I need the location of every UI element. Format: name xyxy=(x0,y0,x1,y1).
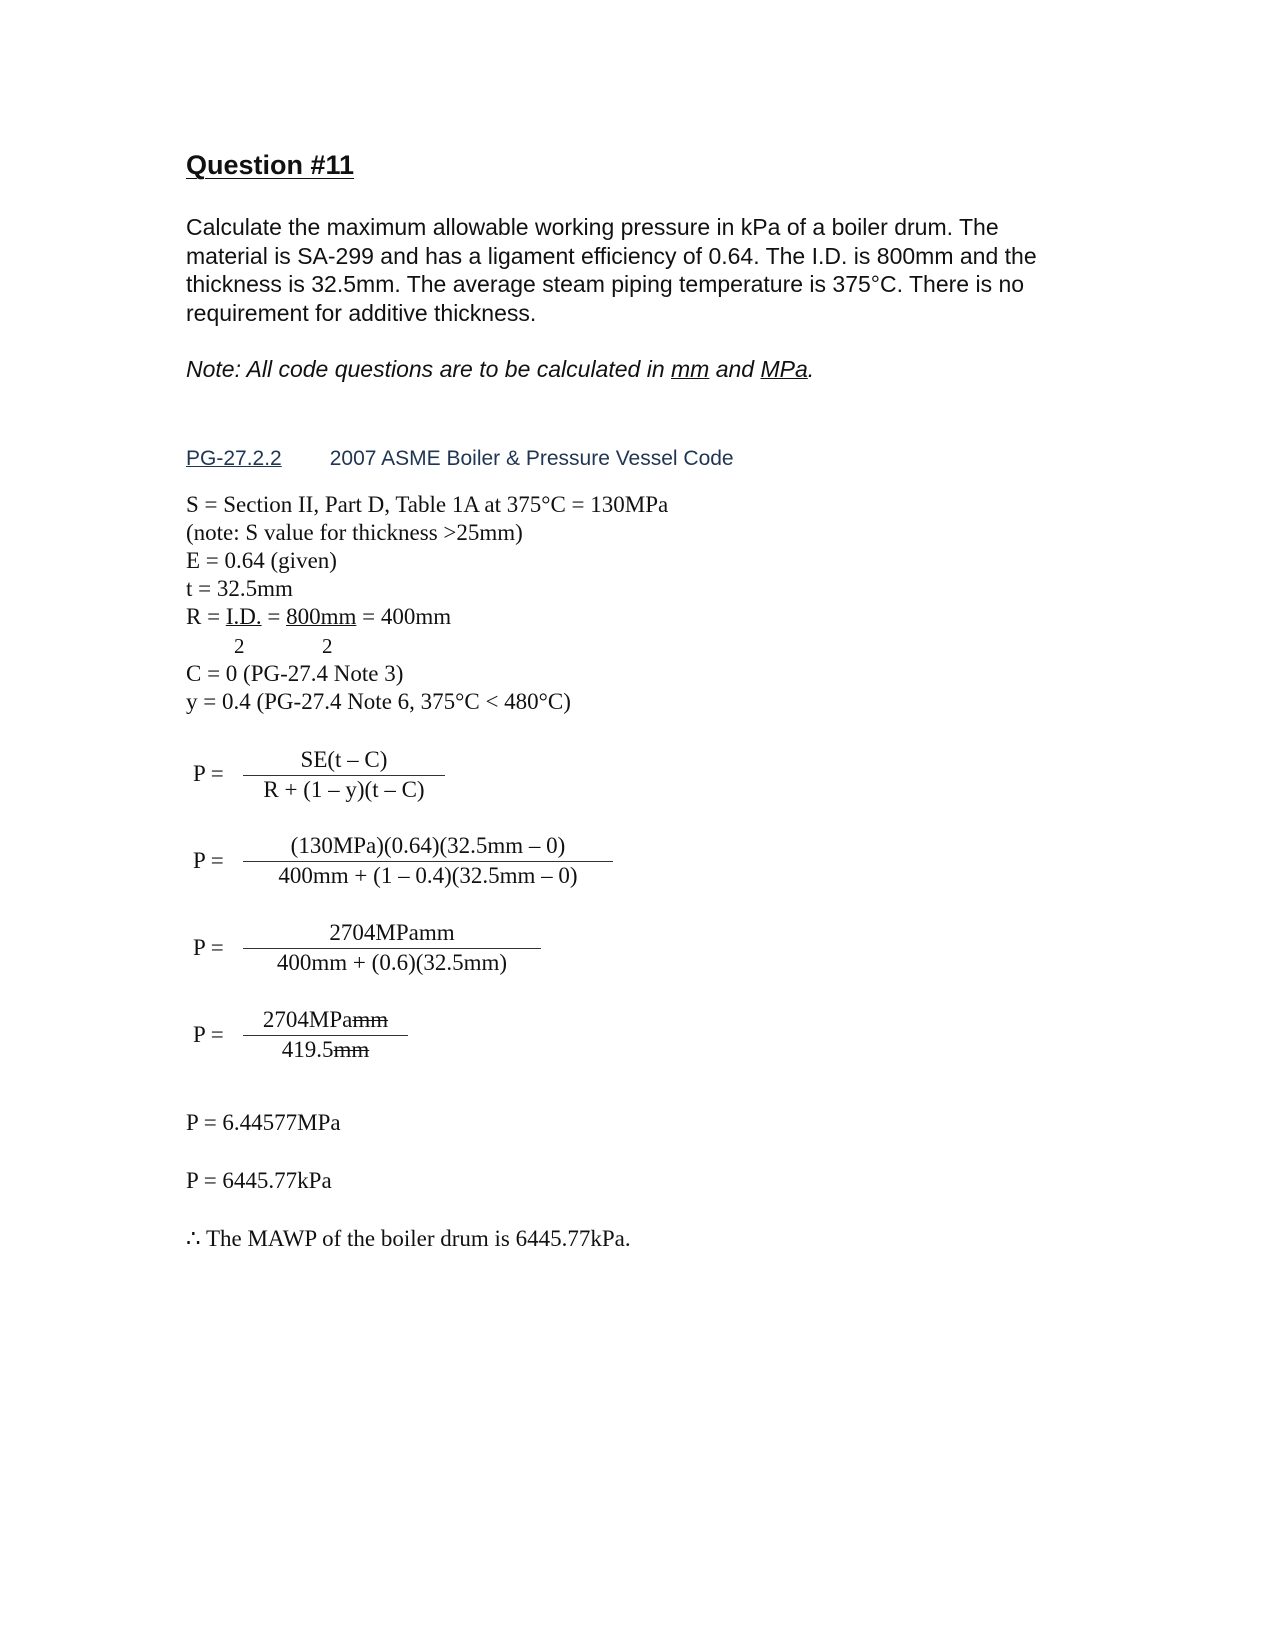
var-s: S = Section II, Part D, Table 1A at 375°C = 130MPa xyxy=(186,492,669,517)
step4-denominator-cancelled-unit: mm xyxy=(333,1037,370,1062)
var-e: E = 0.64 (given) xyxy=(186,548,337,573)
step3-fraction-bar xyxy=(243,948,541,949)
conclusion: ∴ The MAWP of the boiler drum is 6445.77kPa. xyxy=(186,1226,631,1251)
step2-fraction xyxy=(243,833,613,895)
step4-fraction xyxy=(243,1007,408,1069)
var-y: y = 0.4 (PG-27.4 Note 6, 375°C < 480°C) xyxy=(186,689,571,714)
step3-p-label: P = xyxy=(193,935,224,960)
step4-denominator-value: 419.5 xyxy=(281,1037,334,1062)
var-r-800: 800mm xyxy=(286,604,357,629)
step3-fraction xyxy=(243,920,541,982)
note-mid: and xyxy=(709,356,761,382)
var-s-note: (note: S value for thickness >25mm) xyxy=(186,520,523,545)
step3-numerator: 2704MPamm xyxy=(329,920,455,945)
result-mpa: P = 6.44577MPa xyxy=(186,1110,341,1135)
note-line xyxy=(186,356,814,383)
var-r-eq1: = xyxy=(261,604,287,629)
step2-p-label: P = xyxy=(193,848,224,873)
var-c: C = 0 (PG-27.4 Note 3) xyxy=(186,661,404,686)
step4-denominator xyxy=(243,1037,408,1063)
step1-p-label: P = xyxy=(193,761,224,786)
step4-numerator-value: 2704MPa xyxy=(262,1007,353,1032)
step1-denominator: R + (1 – y)(t – C) xyxy=(263,777,425,802)
step2-numerator: (130MPa)(0.64)(32.5mm – 0) xyxy=(290,833,566,858)
var-r-prefix: R = xyxy=(186,604,226,629)
code-reference xyxy=(186,447,734,471)
note-prefix: Note: All code questions are to be calculated in xyxy=(186,356,671,382)
step4-fraction-bar xyxy=(243,1035,408,1036)
step1-fraction-bar xyxy=(243,775,445,776)
result-kpa: P = 6445.77kPa xyxy=(186,1168,332,1193)
var-r-id: I.D. xyxy=(225,604,262,629)
step2-denominator: 400mm + (1 – 0.4)(32.5mm – 0) xyxy=(278,863,578,888)
var-r-eq2: = 400mm xyxy=(356,604,452,629)
step4-numerator-cancelled-unit: mm xyxy=(352,1007,389,1032)
note-unit-mpa: MPa xyxy=(760,356,808,382)
var-r-denominator-2: 2 xyxy=(322,634,333,658)
step1-fraction xyxy=(243,747,445,809)
question-title: Question #11 xyxy=(186,150,355,180)
note-suffix: . xyxy=(807,356,815,382)
step2-fraction-bar xyxy=(243,861,613,862)
var-t: t = 32.5mm xyxy=(186,576,293,601)
step4-p-label: P = xyxy=(193,1022,224,1047)
note-unit-mm: mm xyxy=(671,356,710,382)
step4-numerator xyxy=(243,1007,408,1033)
code-section: PG-27.2.2 xyxy=(186,447,282,470)
code-title: 2007 ASME Boiler & Pressure Vessel Code xyxy=(329,447,734,470)
var-r-denominator-1: 2 xyxy=(234,634,245,658)
step3-denominator: 400mm + (0.6)(32.5mm) xyxy=(276,950,508,975)
var-r xyxy=(186,604,451,630)
question-text: Calculate the maximum allowable working pressure in kPa of a boiler drum. The material is SA-299 and has a ligament efficiency of 0.64. The I.D. is 800mm and the thickness is 32.5mm. The average steam piping temperature is 375°C. There is no requirement for additive thickness. xyxy=(186,214,1037,326)
step1-numerator: SE(t – C) xyxy=(300,747,388,772)
